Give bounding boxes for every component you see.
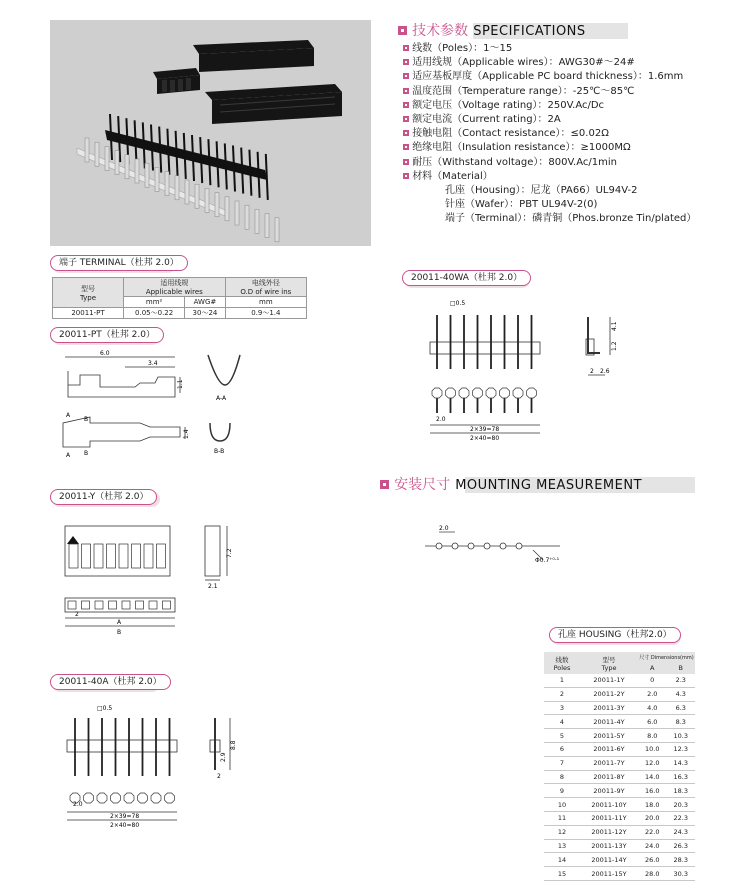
material-wafer: 针座（Wafer）：PBT UL94V-2(0) xyxy=(445,199,598,211)
bullet-icon xyxy=(403,45,409,51)
terminal xyxy=(125,155,129,179)
th-awg: AWG# xyxy=(185,297,225,308)
slot xyxy=(69,544,78,568)
dim-label: 6.0 xyxy=(100,350,110,357)
spec-row: 额定电流（Current rating）：2A xyxy=(412,114,561,126)
table-row xyxy=(544,729,695,743)
svg-text:B: B xyxy=(117,629,122,636)
terminal xyxy=(165,172,169,196)
table-row xyxy=(544,756,695,770)
terminal xyxy=(205,188,209,212)
table-cell: 16.0 xyxy=(638,784,666,798)
pin-footprint xyxy=(111,793,121,803)
hole xyxy=(163,601,171,609)
pin-footprint xyxy=(432,388,442,398)
bullet-icon xyxy=(403,173,409,179)
table-cell: 2.0 xyxy=(638,687,666,701)
svg-text:B: B xyxy=(84,450,89,457)
svg-text:2×40=80: 2×40=80 xyxy=(470,435,500,442)
terminal-pill: 端子 TERMINAL（杜邦 2.0） xyxy=(50,255,188,271)
table-row xyxy=(544,715,695,729)
svg-text:2: 2 xyxy=(590,368,594,375)
hole xyxy=(68,601,76,609)
pin-footprint xyxy=(97,793,107,803)
svg-text:2.0: 2.0 xyxy=(439,525,449,532)
table-cell: 1 xyxy=(544,674,580,687)
table-cell: 16.3 xyxy=(666,770,695,784)
table-cell: 20011-3Y xyxy=(580,701,638,715)
table-cell: 12.3 xyxy=(666,742,695,756)
th-type: 型号 Type xyxy=(580,652,638,674)
spec-row: 耐压（Withstand voltage）：800V.Ac/1min xyxy=(412,156,617,168)
mount-hole xyxy=(500,543,506,549)
pin-footprint xyxy=(138,793,148,803)
svg-text:7.2: 7.2 xyxy=(226,548,233,558)
pt-drawing xyxy=(40,345,270,465)
terminal xyxy=(85,138,89,162)
table-cell: 30.3 xyxy=(666,867,695,881)
table-row xyxy=(544,742,695,756)
svg-text:B: B xyxy=(84,416,89,423)
wa-drawing xyxy=(420,295,640,450)
pin-footprint xyxy=(527,388,537,398)
th-mm2: mm² xyxy=(124,297,185,308)
terminal xyxy=(215,193,219,217)
th-type: 型号 Type xyxy=(53,278,124,308)
connector-illustration xyxy=(50,20,371,246)
svg-text:4.1: 4.1 xyxy=(611,321,618,331)
th-a: A xyxy=(638,662,666,674)
table-cell: 14.0 xyxy=(638,770,666,784)
slot xyxy=(119,544,128,568)
table-cell: 28.3 xyxy=(666,853,695,867)
material-housing: 孔座（Housing）：尼龙（PA66）UL94V-2 xyxy=(445,185,638,197)
mounting-title-cn: 安装尺寸 xyxy=(394,477,451,493)
svg-text:2×40=80: 2×40=80 xyxy=(110,822,140,829)
table-cell: 20011-2Y xyxy=(580,687,638,701)
specs-title-cn: 技术参数 xyxy=(412,23,469,39)
hole xyxy=(82,601,90,609)
svg-text:2.0: 2.0 xyxy=(73,801,83,808)
table-cell: 6 xyxy=(544,742,580,756)
terminal xyxy=(275,218,279,242)
table-cell: 18.3 xyxy=(666,784,695,798)
table-row xyxy=(544,770,695,784)
specs-title-en: SPECIFICATIONS xyxy=(473,24,586,39)
table-cell: 20011-8Y xyxy=(580,770,638,784)
terminal xyxy=(145,163,149,187)
bullet-icon xyxy=(403,159,409,165)
spec-row: 接触电阻（Contact resistance）：≤0.02Ω xyxy=(412,128,609,140)
terminal xyxy=(105,146,109,170)
table-cell: 12.0 xyxy=(638,756,666,770)
section-label: B-B xyxy=(214,448,225,455)
y-pill: 20011-Y（杜邦 2.0） xyxy=(50,489,157,505)
mount-hole xyxy=(468,543,474,549)
mount-hole xyxy=(452,543,458,549)
terminal xyxy=(195,184,199,208)
th-poles: 线数 Poles xyxy=(544,652,580,674)
terminal-table xyxy=(52,277,307,319)
svg-text:2.1: 2.1 xyxy=(208,583,218,590)
hole xyxy=(136,601,144,609)
pin-footprint xyxy=(151,793,161,803)
svg-text:A: A xyxy=(66,452,71,459)
housing-table xyxy=(544,652,695,881)
housing-pill: 孔座 HOUSING（杜邦2.0） xyxy=(549,627,681,643)
pin-footprint xyxy=(500,388,510,398)
table-cell: 20011-6Y xyxy=(580,742,638,756)
table-cell: 8.0 xyxy=(638,729,666,743)
table-cell: 14.3 xyxy=(666,756,695,770)
terminal xyxy=(255,209,259,233)
mount-hole xyxy=(436,543,442,549)
table-cell: 0 xyxy=(638,674,666,687)
table-cell: 5 xyxy=(544,729,580,743)
terminal xyxy=(235,201,239,225)
th-dim: 尺寸 Dimensions(mm) xyxy=(638,652,695,662)
spec-row: 温度范围（Temperature range）：-25℃～85℃ xyxy=(412,85,635,97)
table-row xyxy=(544,784,695,798)
table-cell: 24.0 xyxy=(638,839,666,853)
table-cell: 13 xyxy=(544,839,580,853)
bullet-icon xyxy=(380,480,389,489)
table-cell: 6.0 xyxy=(638,715,666,729)
table-cell: 22.0 xyxy=(638,825,666,839)
table-cell: 20011-1Y xyxy=(580,674,638,687)
pin1-marker-icon xyxy=(67,536,79,544)
specs-list xyxy=(403,42,696,227)
a40-drawing xyxy=(55,700,255,840)
table-cell: 12 xyxy=(544,825,580,839)
pt-pill: 20011-PT（杜邦 2.0） xyxy=(50,327,164,343)
product-photo xyxy=(50,20,371,246)
table-cell: 4 xyxy=(544,715,580,729)
hole xyxy=(122,601,130,609)
dim-label: 1.1 xyxy=(177,379,184,389)
svg-text:□0.5: □0.5 xyxy=(97,705,113,712)
svg-text:2: 2 xyxy=(75,611,79,618)
table-cell: 20011-11Y xyxy=(580,811,638,825)
mounting-title-en: MOUNTING MEASUREMENT xyxy=(455,478,643,493)
pin-footprint xyxy=(446,388,456,398)
hole xyxy=(109,601,117,609)
spec-row: 绝缘电阻（Insulation resistance）：≥1000MΩ xyxy=(412,142,631,154)
table-cell: 0.05～0.22 xyxy=(124,308,185,319)
slot xyxy=(107,544,116,568)
table-row xyxy=(544,811,695,825)
table-cell: 20011-9Y xyxy=(580,784,638,798)
table-cell: 20011-7Y xyxy=(580,756,638,770)
table-row xyxy=(544,674,695,687)
spec-row: 额定电压（Voltage rating）：250V.Ac/Dc xyxy=(412,99,605,111)
terminal xyxy=(95,142,99,166)
table-cell: 28.0 xyxy=(638,867,666,881)
terminal xyxy=(175,176,179,200)
slot xyxy=(144,544,153,568)
hole xyxy=(95,601,103,609)
bullet-icon xyxy=(403,130,409,136)
material-terminal: 端子（Terminal）：磷青铜（Phos.bronze Tin/plated） xyxy=(445,213,697,225)
pin-footprint xyxy=(165,793,175,803)
svg-text:2×39=78: 2×39=78 xyxy=(110,813,140,820)
th-wires: 适用线规 Applicable wires xyxy=(124,278,226,297)
bullet-icon xyxy=(403,144,409,150)
terminal xyxy=(185,180,189,204)
table-cell: 14 xyxy=(544,853,580,867)
table-cell: 20011-5Y xyxy=(580,729,638,743)
table-cell: 15 xyxy=(544,867,580,881)
table-cell: 20011-14Y xyxy=(580,853,638,867)
table-cell: 10 xyxy=(544,798,580,812)
table-cell: 10.0 xyxy=(638,742,666,756)
table-cell: 18.0 xyxy=(638,798,666,812)
specs-header xyxy=(398,20,586,40)
mount-hole xyxy=(516,543,522,549)
table-cell: 10.3 xyxy=(666,729,695,743)
spec-row: 材料（Material） xyxy=(412,170,493,182)
svg-text:A: A xyxy=(66,412,71,419)
bullet-icon xyxy=(403,116,409,122)
y-drawing xyxy=(55,518,245,643)
th-mm: mm xyxy=(225,297,306,308)
table-cell: 4.3 xyxy=(666,687,695,701)
svg-text:2.9: 2.9 xyxy=(220,752,227,762)
wa-pill: 20011-40WA（杜邦 2.0） xyxy=(402,270,531,286)
table-cell: 20011-15Y xyxy=(580,867,638,881)
table-cell: 20.0 xyxy=(638,811,666,825)
terminal xyxy=(155,167,159,191)
svg-text:Φ0.7⁺⁰·¹: Φ0.7⁺⁰·¹ xyxy=(535,557,560,564)
table-cell: 20011-13Y xyxy=(580,839,638,853)
table-row xyxy=(544,825,695,839)
pin-footprint xyxy=(473,388,483,398)
slot xyxy=(82,544,91,568)
terminal xyxy=(115,151,119,175)
terminal xyxy=(225,197,229,221)
table-cell: 20011-4Y xyxy=(580,715,638,729)
table-cell: 7 xyxy=(544,756,580,770)
mount-hole xyxy=(484,543,490,549)
bullet-icon xyxy=(403,102,409,108)
th-b: B xyxy=(666,662,695,674)
svg-text:2×39=78: 2×39=78 xyxy=(470,426,500,433)
spec-row: 适应基板厚度（Applicable PC board thickness）：1.6mm xyxy=(412,71,684,83)
slot xyxy=(94,544,103,568)
a40-pill: 20011-40A（杜邦 2.0） xyxy=(50,674,171,690)
table-cell: 20011-12Y xyxy=(580,825,638,839)
terminal xyxy=(135,159,139,183)
pin-footprint xyxy=(486,388,496,398)
hole xyxy=(149,601,157,609)
dim-label: 3.4 xyxy=(148,360,158,367)
table-row xyxy=(53,308,307,319)
mounting-drawing xyxy=(425,520,575,570)
table-row xyxy=(544,701,695,715)
svg-text:1.2: 1.2 xyxy=(611,341,618,351)
table-cell: 20011-PT xyxy=(53,308,124,319)
pin-footprint xyxy=(513,388,523,398)
bullet-icon xyxy=(398,26,407,35)
th-od: 电线外径 O.D of wire ins xyxy=(225,278,306,297)
table-row xyxy=(544,798,695,812)
pin-footprint xyxy=(459,388,469,398)
table-cell: 11 xyxy=(544,811,580,825)
svg-text:2.0: 2.0 xyxy=(436,416,446,423)
table-cell: 20011-10Y xyxy=(580,798,638,812)
table-cell: 4.0 xyxy=(638,701,666,715)
spec-row: 线数（Poles）：1～15 xyxy=(412,43,513,54)
table-row xyxy=(544,839,695,853)
pin-footprint xyxy=(124,793,134,803)
slot xyxy=(157,544,166,568)
bullet-icon xyxy=(403,88,409,94)
svg-text:8.8: 8.8 xyxy=(230,740,237,750)
svg-text:2.6: 2.6 xyxy=(600,368,610,375)
svg-text:□0.5: □0.5 xyxy=(450,300,466,307)
table-cell: 30～24 xyxy=(185,308,225,319)
table-row xyxy=(544,687,695,701)
mounting-header xyxy=(380,474,642,494)
table-cell: 22.3 xyxy=(666,811,695,825)
table-cell: 9 xyxy=(544,784,580,798)
table-cell: 8 xyxy=(544,770,580,784)
spec-row: 适用线规（Applicable wires）：AWG30#～24# xyxy=(412,57,635,69)
section-label: A-A xyxy=(216,395,227,402)
slot xyxy=(132,544,141,568)
table-cell: 3 xyxy=(544,701,580,715)
table-cell: 26.0 xyxy=(638,853,666,867)
table-cell: 20.3 xyxy=(666,798,695,812)
table-row xyxy=(544,867,695,881)
table-row xyxy=(544,853,695,867)
dim-label: 1.4 xyxy=(183,429,190,439)
bullet-icon xyxy=(403,59,409,65)
table-cell: 8.3 xyxy=(666,715,695,729)
table-cell: 2 xyxy=(544,687,580,701)
bullet-icon xyxy=(403,73,409,79)
pin-footprint xyxy=(84,793,94,803)
table-cell: 26.3 xyxy=(666,839,695,853)
svg-text:2: 2 xyxy=(217,773,221,780)
terminal xyxy=(245,205,249,229)
table-cell: 24.3 xyxy=(666,825,695,839)
table-cell: 0.9～1.4 xyxy=(225,308,306,319)
terminal xyxy=(265,214,269,238)
svg-text:A: A xyxy=(117,619,122,626)
table-cell: 6.3 xyxy=(666,701,695,715)
table-cell: 2.3 xyxy=(666,674,695,687)
